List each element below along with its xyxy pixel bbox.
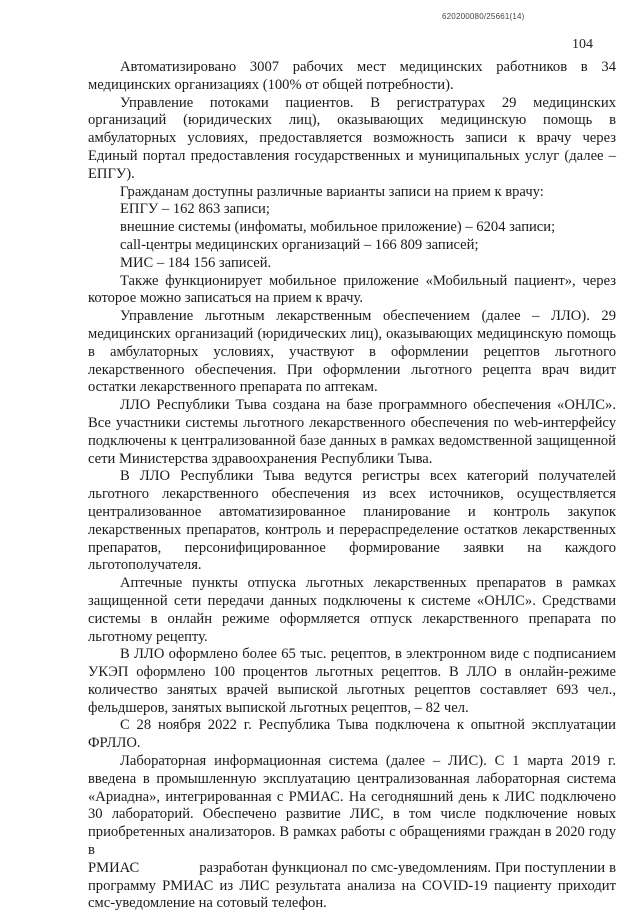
paragraph-llo-management: Управление льготным лекарственным обеспечением (далее – ЛЛО). 29 медицинских организаций (юридических лиц), оказывающих медицинскую помощь в амбулаторных условиях, участвуют в оформлении рецептов льготного лекарственного обеспечения. При оформлении льготного рецепта врач видит остатки лекарственного препарата по аптекам. [88,308,616,396]
list-item-epgu: ЕПГУ – 162 863 записи; [120,201,270,218]
sms-text: разработан функционал по смс-уведомлениям. При поступлении в программу РМИАС из ЛИС результата анализа на COVID-19 пациенту приходит смс-уведомление на сотовый телефон. [88,859,616,912]
page-number: 104 [572,37,593,52]
paragraph-llo-registers: В ЛЛО Республики Тыва ведутся регистры всех категорий получателей льготного лекарственного обеспечения из всех источников, осуществляется централизованное автоматизированное планирование и контроль закупок лекарственных препаратов, контроль и перераспределение остатков лекарственных препаратов, персонифицированное формирование заявки на каждого льготополучателя. [88,468,616,574]
paragraph-mobile-app: Также функционирует мобильное приложение «Мобильный пациент», через которое можно записаться на прием к врачу. [88,272,616,307]
paragraph-automation: Автоматизировано 3007 рабочих мест медицинских работников в 34 медицинских организациях (100% от общей потребности). [88,59,616,93]
list-item-external-systems: внешние системы (инфоматы, мобильное приложение) – 6204 записи; [120,219,556,236]
paragraph-lis: Лабораторная информационная система (далее – ЛИС). С 1 марта 2019 г. введена в промышленную эксплуатацию централизованная лабораторная система «Ариадна», интегрированная с РМИАС. На сегодняшний день к ЛИС подключено 30 лабораторий. Обеспечено развитие ЛИС, в том числе подключение новых приобретенных анализаторов. В рамках работы с обращениями граждан в 2020 году в [88,753,616,859]
paragraph-booking-options: Гражданам доступны различные варианты записи на прием к врачу: [120,183,544,200]
list-item-call-centers: call-центры медицинских организаций – 166 809 записей; [120,236,479,253]
paragraph-frllo: С 28 ноября 2022 г. Республика Тыва подключена к опытной эксплуатации ФРЛЛО. [88,717,616,752]
document-code: 620200080/25661(14) [442,12,525,21]
paragraph-onls: ЛЛО Республики Тыва создана на базе программного обеспечения «ОНЛС». Все участники системы льготного лекарственного обеспечения по web-интерфейсу подключены к централизованной базе данных в рамках ведомственной защищенной сети Министерства здравоохранения Республики Тыва. [88,397,616,467]
document-body [88,59,616,913]
list-item-mis: МИС – 184 156 записей. [120,254,272,271]
paragraph-prescriptions: В ЛЛО оформлено более 65 тыс. рецептов, в электронном виде с подписанием УКЭП оформлено 100 процентов льготных рецептов. В ЛЛО в онлайн-режиме количество занятых врачей выпиской льготных рецептов составляет 693 чел., фельдшеров, занятых выпиской льготных рецептов, – 82 чел. [88,646,616,716]
rmias-label: РМИАС [88,859,140,876]
paragraph-patient-flow: Управление потоками пациентов. В регистратурах 29 медицинских организаций (юридических лиц), оказывающих медицинскую помощь в амбулаторных условиях, предоставляется возможность записи к врачу через Единый портал предоставления государственных и муниципальных услуг (далее – ЕПГУ). [88,94,616,182]
paragraph-pharmacy-points: Аптечные пункты отпуска льготных лекарственных препаратов в рамках защищенной сети передачи данных подключены к системе «ОНЛС». Средствами системы в онлайн режиме оформляется отпуск лекарственного препарата по льготному рецепту. [88,575,616,645]
paragraph-sms-notifications [88,860,616,913]
